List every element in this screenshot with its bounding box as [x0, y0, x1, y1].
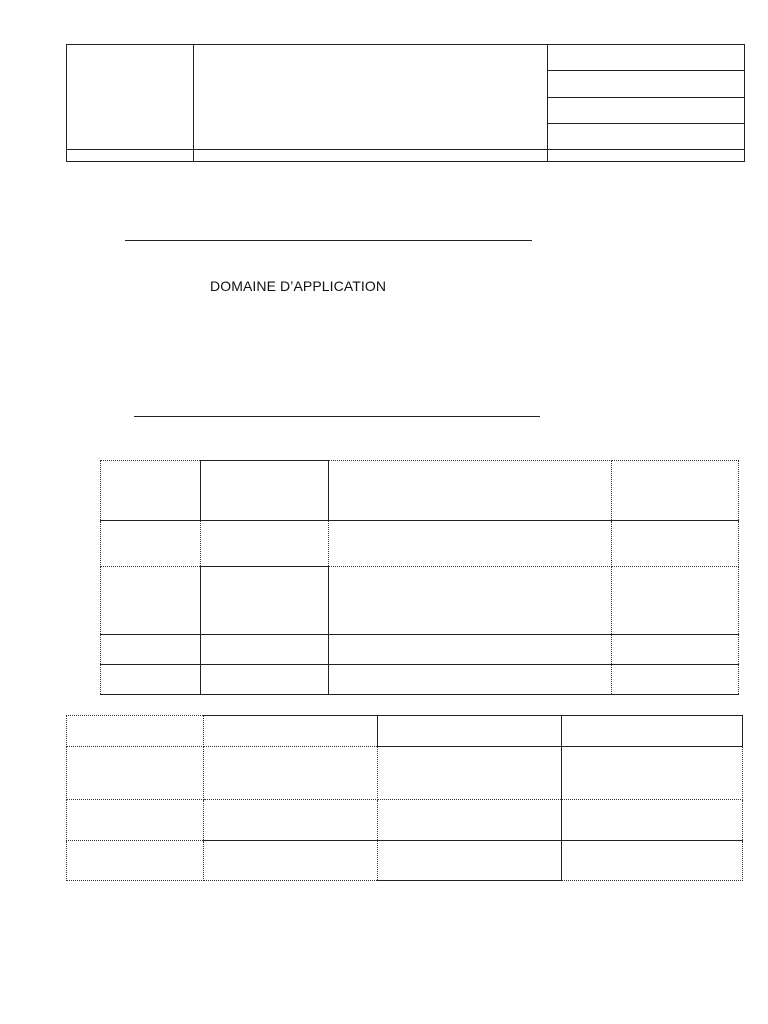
table-b-cell — [562, 747, 743, 800]
table-a-cell — [201, 567, 329, 635]
table-a-cell — [101, 665, 201, 695]
table-a-cell — [329, 567, 612, 635]
table-a-cell — [612, 461, 739, 521]
section-heading: DOMAINE D’APPLICATION — [210, 278, 387, 294]
table-a-cell — [101, 461, 201, 521]
table-a-cell — [201, 461, 329, 521]
table-b-cell — [67, 716, 204, 747]
table-a-cell — [201, 635, 329, 665]
header-cell-meta-2 — [548, 71, 745, 98]
header-cell-meta-1 — [548, 45, 745, 71]
table-b-cell — [67, 841, 204, 881]
table-b-cell — [378, 800, 562, 841]
table-b-cell — [67, 747, 204, 800]
table-a-cell — [612, 521, 739, 567]
table-a-cell — [201, 521, 329, 567]
section-rule-1 — [125, 240, 532, 241]
table-a-cell — [329, 521, 612, 567]
table-a-cell — [329, 665, 612, 695]
header-footer-cell-2 — [194, 150, 548, 162]
header-table — [66, 44, 745, 162]
table-b-cell — [562, 800, 743, 841]
approval-table — [66, 715, 743, 881]
table-a-cell — [329, 461, 612, 521]
table-a-cell — [612, 635, 739, 665]
section-rule-2 — [134, 416, 540, 417]
header-cell-title — [194, 45, 548, 150]
header-footer-cell-3 — [548, 150, 745, 162]
table-b-cell — [562, 716, 743, 747]
table-b-cell — [378, 841, 562, 881]
table-a-cell — [101, 635, 201, 665]
header-footer-cell-1 — [67, 150, 194, 162]
table-a-cell — [612, 567, 739, 635]
table-b-cell — [204, 747, 378, 800]
table-b-cell — [562, 841, 743, 881]
table-b-cell — [378, 747, 562, 800]
table-b-cell — [204, 841, 378, 881]
header-cell-logo — [67, 45, 194, 150]
table-a-cell — [201, 665, 329, 695]
table-a-cell — [612, 665, 739, 695]
table-b-cell — [378, 716, 562, 747]
table-b-cell — [204, 800, 378, 841]
table-b-cell — [204, 716, 378, 747]
header-cell-meta-3 — [548, 98, 745, 124]
header-cell-meta-4 — [548, 124, 745, 150]
table-a-cell — [329, 635, 612, 665]
table-b-cell — [67, 800, 204, 841]
revision-table — [100, 460, 739, 695]
table-a-cell — [101, 521, 201, 567]
table-a-cell — [101, 567, 201, 635]
